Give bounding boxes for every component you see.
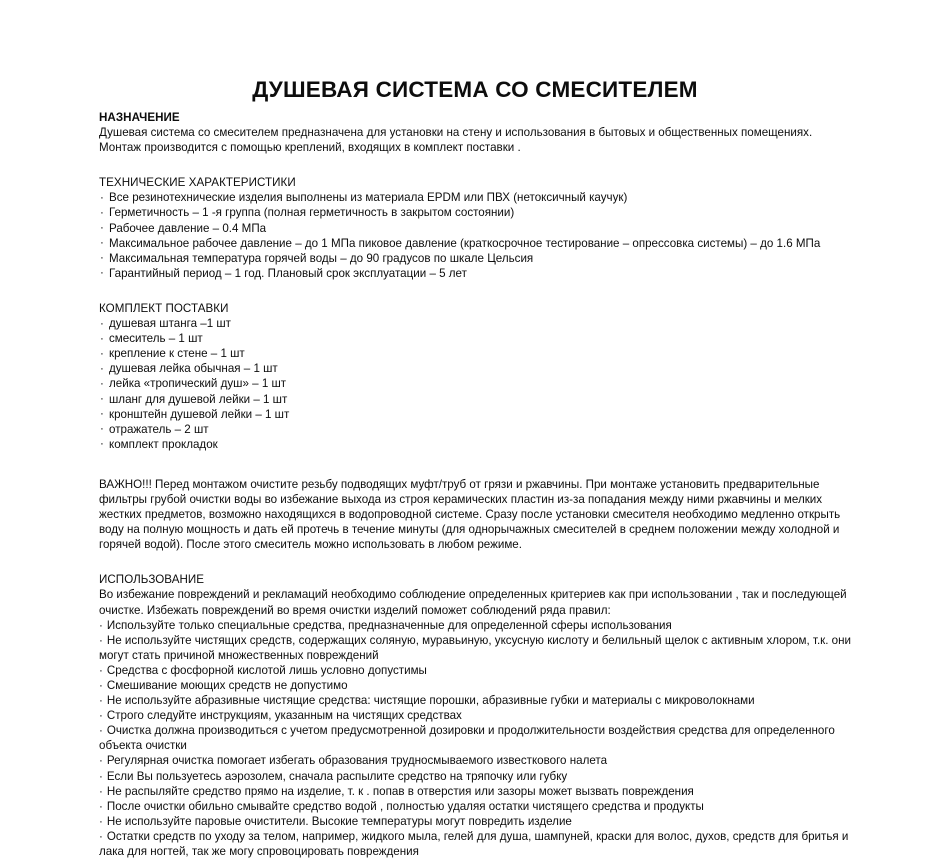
important-notice-paragraph: ВАЖНО!!! Перед монтажом очистите резьбу подводящих муфт/труб от грязи и ржавчины. При монтаже установить предварительные фильтры грубой очистки воды во избежание выхода из строя керамических пластин из-за попадания между ними ржавчины и мелких жестких предметов, возможно находящихся в водопроводной системе. Сразу после установки смесителя необходимо медленно открыть воду на полную мощность и дать ей протечь в течение минуты (для однорычажных смесителей в среднем положении между холодной и горячей водой). После этого смеситель можно использовать в любом режиме.	[99, 477, 841, 552]
kit-list	[99, 316, 853, 452]
usage-list	[99, 618, 853, 860]
spacer	[99, 552, 853, 572]
list-item	[99, 708, 853, 723]
section-important-notice	[99, 477, 853, 552]
list-item	[99, 769, 853, 784]
list-item	[99, 723, 853, 753]
list-item: · Рабочее давление – 0.4 МПа	[99, 221, 853, 236]
bullet-marker: ·	[99, 618, 103, 632]
bullet-marker: ·	[99, 709, 103, 723]
list-item-text: Средства с фосфорной кислотой лишь условно допустимы	[106, 663, 427, 677]
bullet-marker: ·	[99, 679, 103, 692]
list-item	[99, 829, 853, 859]
list-item: · крепление к стене – 1 шт	[99, 346, 853, 361]
list-item	[99, 753, 853, 768]
list-item: · Максимальная температура горячей воды – до 90 градусов по шкале Цельсия	[99, 251, 853, 266]
list-item: · комплект прокладок	[99, 437, 853, 452]
list-item: · Все резинотехнические изделия выполнены из материала EPDM или ПВХ (нетоксичный каучук)	[99, 190, 853, 205]
section-heading-specs: ТЕХНИЧЕСКИЕ ХАРАКТЕРИСТИКИ	[99, 176, 296, 190]
bullet-marker: ·	[99, 633, 103, 647]
section-usage	[99, 572, 853, 859]
section-heading-purpose: НАЗНАЧЕНИЕ	[99, 111, 180, 124]
list-item-text: Не используйте чистящих средств, содержащих соляную, муравьиную, уксусную кислоту и белильный щелок с активным хлором, т.к. они могут стать причиной множественных повреждений	[99, 633, 852, 662]
list-item	[99, 633, 853, 663]
purpose-paragraph: Душевая система со смесителем предназначена для установки на стену и использования в бытовых и общественных помещениях. Монтаж производится с помощью креплений, входящих в комплект поставки .	[99, 126, 813, 155]
bullet-marker: ·	[99, 784, 103, 798]
list-item-text: Остатки средств по уходу за телом, например, жидкого мыла, гелей для душа, шампуней, краски для волос, духов, средств для бритья и лака для ногтей, так же могу спровоцировать повреждения	[99, 829, 849, 859]
list-item-text: Не используйте абразивные чистящие средства: чистящие порошки, абразивные губки и материалы с микроволокнами	[106, 694, 755, 708]
bullet-marker: ·	[99, 799, 103, 813]
list-item: · смеситель – 1 шт	[99, 331, 853, 346]
list-item	[99, 693, 853, 708]
list-item: · Гарантийный период – 1 год. Плановый срок эксплуатации – 5 лет	[99, 266, 853, 281]
spacer	[99, 155, 853, 175]
bullet-marker: ·	[99, 814, 103, 828]
section-heading-usage: ИСПОЛЬЗОВАНИЕ	[99, 573, 205, 587]
section-kit	[99, 301, 853, 452]
document-body	[99, 110, 853, 859]
list-item-text: Не распыляйте средство прямо на изделие, т. к . попав в отверстия или зазоры может вызвать повреждения	[106, 784, 694, 798]
list-item	[99, 799, 853, 814]
section-specs	[99, 175, 853, 281]
list-item	[99, 784, 853, 799]
spacer	[99, 452, 853, 477]
list-item: · кронштейн душевой лейки – 1 шт	[99, 407, 853, 422]
list-item-text: Смешивание моющих средств не допустимо	[106, 679, 348, 692]
list-item: · Герметичность – 1 -я группа (полная герметичность в закрытом состоянии)	[99, 205, 853, 220]
bullet-marker: ·	[99, 829, 103, 843]
section-heading-kit: КОМПЛЕКТ ПОСТАВКИ	[99, 301, 229, 315]
list-item	[99, 814, 853, 829]
list-item	[99, 618, 853, 633]
list-item-text: Используйте только специальные средства, предназначенные для определенной сферы использования	[106, 618, 672, 632]
list-item	[99, 663, 853, 678]
list-item: · шланг для душевой лейки – 1 шт	[99, 392, 853, 407]
bullet-marker: ·	[99, 694, 103, 708]
page-title: ДУШЕВАЯ СИСТЕМА СО СМЕСИТЕЛЕМ	[252, 77, 698, 103]
bullet-marker: ·	[99, 769, 103, 783]
specs-list	[99, 190, 853, 281]
bullet-marker: ·	[99, 724, 103, 738]
list-item: · Максимальное рабочее давление – до 1 МПа пиковое давление (краткосрочное тестирование – опрессовка системы) – до 1.6 МПа	[99, 236, 853, 251]
spacer	[99, 281, 853, 301]
list-item-text: После очистки обильно смывайте средство водой , полностью удаляя остатки чистящего средства и продукты	[106, 799, 704, 813]
section-purpose	[99, 110, 853, 155]
list-item: · душевая лейка обычная – 1 шт	[99, 361, 853, 376]
list-item-text: Регулярная очистка помогает избегать образования трудносмываемого известкового налета	[106, 754, 608, 768]
bullet-marker: ·	[99, 663, 103, 677]
list-item-text: Если Вы пользуетесь аэрозолем, сначала распылите средство на тряпочку или губку	[106, 769, 568, 783]
bullet-marker: ·	[99, 754, 103, 768]
list-item	[99, 678, 853, 693]
list-item: · отражатель – 2 шт	[99, 422, 853, 437]
list-item-text: Строго следуйте инструкциям, указанным на чистящих средствах	[106, 709, 462, 723]
list-item-text: Не используйте паровые очистители. Высокие температуры могут повредить изделие	[106, 814, 572, 828]
list-item-text: Очистка должна производиться с учетом предусмотренной дозировки и продолжительности воздействия средства для определенного объекта очистки	[99, 724, 835, 753]
usage-intro-paragraph: Во избежание повреждений и рекламаций необходимо соблюдение определенных критериев как при использовании , так и последующей очистке. Избежать повреждений во время очистки изделий поможет соблюдений ряда правил:	[99, 588, 847, 617]
list-item: · лейка «тропический душ» – 1 шт	[99, 376, 853, 391]
list-item: · душевая штанга –1 шт	[99, 316, 853, 331]
